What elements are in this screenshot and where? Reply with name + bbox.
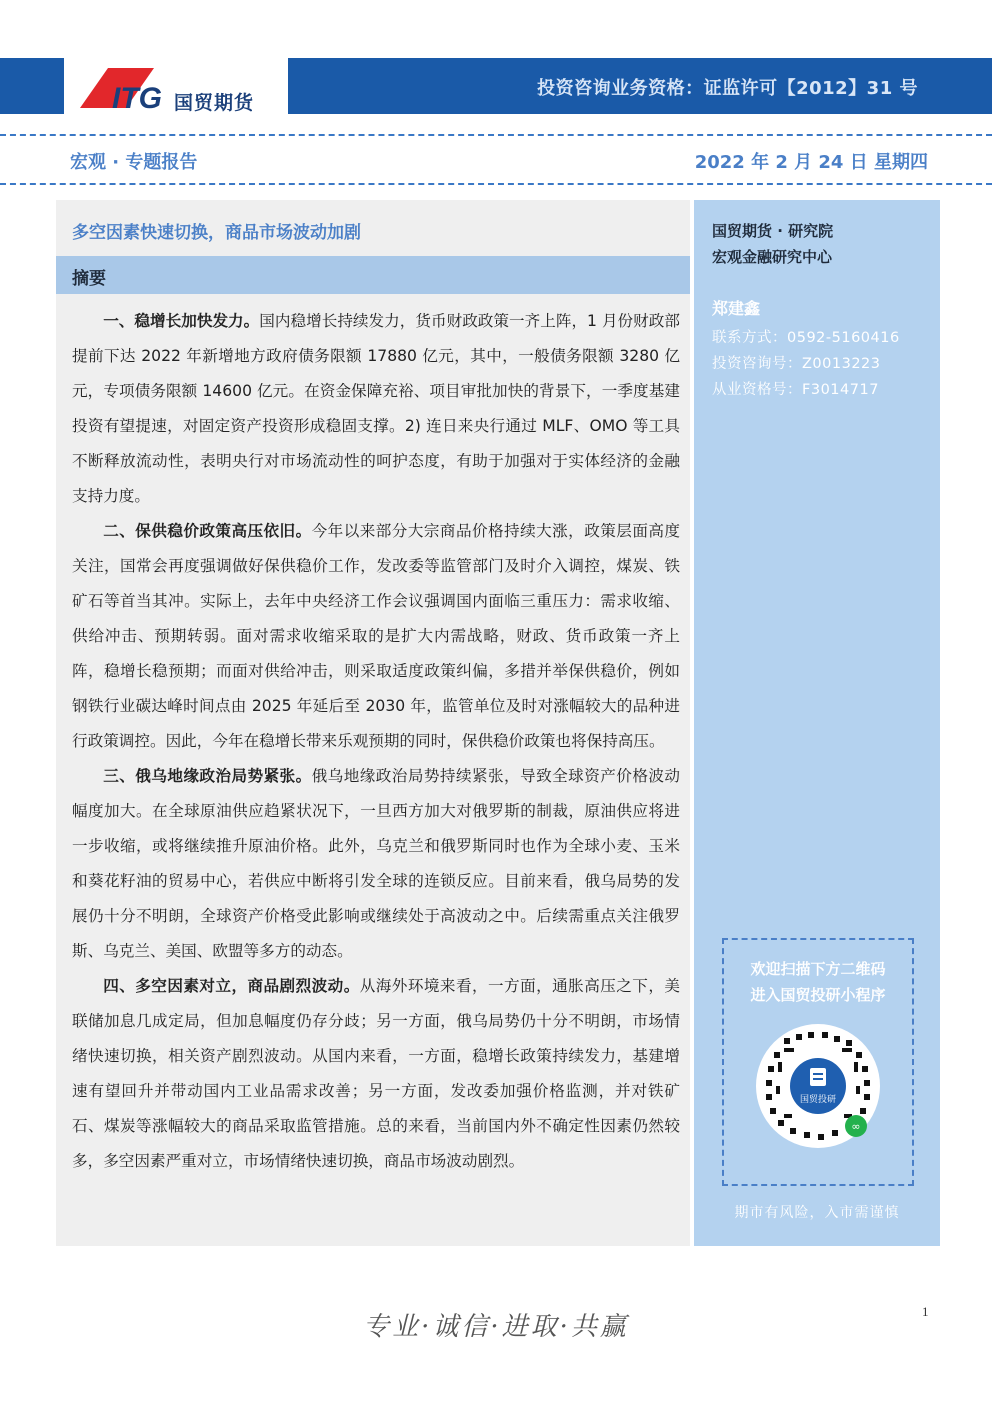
paragraph xyxy=(72,304,680,514)
summary-body xyxy=(72,304,680,1179)
institute-name: 国贸期货 · 研究院 xyxy=(712,222,834,240)
logo xyxy=(64,58,288,114)
paragraph-text: 今年以来部分大宗商品价格持续大涨，政策层面高度关注，国常会再度强调做好保供稳价工作，发改委等监管部门及时介入调控，煤炭、铁矿石等首当其冲。实际上，去年中央经济工作会议强调国内面临三重压力：需求收缩、供给冲击、预期转弱。面对需求收缩采取的是扩大内需战略，财政、货币政策一齐上阵，稳增长稳预期；而面对供给冲击，则采取适度政策纠偏，多措并举保供稳价，例如钢铁行业碳达峰时间点由 2025 年延后至 2030 年，监管单位及时对涨幅较大的品种进行政策调控。因此，今年在稳增长带来乐观预期的同时，保供稳价政策也将保持高压。 xyxy=(72,522,680,750)
section-bar xyxy=(56,256,690,294)
paragraph-text: 国内稳增长持续发力，货币财政政策一齐上阵，1 月份财政部提前下达 2022 年新增地方政府债务限额 17880 亿元，其中，一般债务限额 3280 亿元，专项债务限额 14600 亿元。在资金保障充裕、项目审批加快的背景下，一季度基建投资有望提速，对固定资产投资形成稳固支撑。2) 连日来央行通过 MLF、OMO 等工具不断释放流动性，表明央行对市场流动性的呵护态度，有助于加强对于实体经济的金融支持力度。 xyxy=(72,312,680,505)
divider xyxy=(0,183,992,185)
report-title: 多空因素快速切换，商品市场波动加剧 xyxy=(72,223,361,243)
paragraph-lead: 二、保供稳价政策高压依旧。 xyxy=(103,522,312,540)
report-date: 2022 年 2 月 24 日 星期四 xyxy=(694,152,928,173)
page-number: 1 xyxy=(922,1304,929,1319)
qr-center-label: 国贸投研 xyxy=(799,1095,837,1105)
paragraph-lead: 三、俄乌地缘政治局势紧张。 xyxy=(103,767,312,785)
paragraph xyxy=(72,969,680,1179)
paragraph xyxy=(72,759,680,969)
center-name: 宏观金融研究中心 xyxy=(712,248,833,266)
consult-number: 投资咨询号：Z0013223 xyxy=(712,356,881,372)
divider xyxy=(0,134,992,136)
author-name: 郑建鑫 xyxy=(712,299,761,318)
paragraph-lead: 四、多空因素对立，商品剧烈波动。 xyxy=(103,977,360,995)
svg-text:ITG: ITG xyxy=(112,82,162,110)
report-type: 宏观 · 专题报告 xyxy=(70,152,198,173)
qr-title-line2: 进入国贸投研小程序 xyxy=(750,986,886,1004)
risk-warning: 期市有风险，入市需谨慎 xyxy=(734,1205,900,1221)
logo-text: 国贸期货 xyxy=(174,92,255,114)
svg-text:∞: ∞ xyxy=(851,1120,861,1133)
sidebar xyxy=(694,200,940,1246)
section-title: 摘要 xyxy=(72,269,106,289)
paragraph-text: 从海外环境来看，一方面，通胀高压之下，美联储加息几成定局，但加息幅度仍存分歧；另一方面，俄乌局势仍十分不明朗，市场情绪快速切换，相关资产剧烈波动。从国内来看，一方面，稳增长政策持续发力，基建增速有望回升并带动国内工业品需求改善；另一方面，发改委加强价格监测，并对铁矿石、煤炭等涨幅较大的商品采取监管措施。总的来看，当前国内外不确定性因素仍然较多，多空因素严重对立，市场情绪快速切换，商品市场波动剧烈。 xyxy=(72,977,680,1170)
qr-panel xyxy=(722,938,914,1186)
paragraph-text: 俄乌地缘政治局势持续紧张，导致全球资产价格波动幅度加大。在全球原油供应趋紧状况下，一旦西方加大对俄罗斯的制裁，原油供应将进一步收缩，或将继续推升原油价格。此外，乌克兰和俄罗斯同时也作为全球小麦、玉米和葵花籽油的贸易中心，若供应中断将引发全球的连锁反应。目前来看，俄乌局势的发展仍十分不明朗，全球资产价格受此影响或继续处于高波动之中。后续需重点关注俄罗斯、乌克兰、美国、欧盟等多方的动态。 xyxy=(72,767,680,960)
footer-slogan: 专业·诚信·进取·共赢 xyxy=(363,1312,629,1342)
qualification-number: 从业资格号：F3014717 xyxy=(712,382,879,398)
paragraph-lead: 一、稳增长加快发力。 xyxy=(103,312,260,330)
itg-logo-icon xyxy=(78,68,174,110)
paragraph xyxy=(72,514,680,759)
mini-program-qr-code[interactable] xyxy=(754,1022,882,1150)
main-content xyxy=(56,200,690,1246)
qualification-text: 投资咨询业务资格：证监许可【2012】31 号 xyxy=(537,78,918,99)
qr-title-line1: 欢迎扫描下方二维码 xyxy=(750,960,886,978)
contact-phone: 联系方式：0592-5160416 xyxy=(712,330,900,346)
